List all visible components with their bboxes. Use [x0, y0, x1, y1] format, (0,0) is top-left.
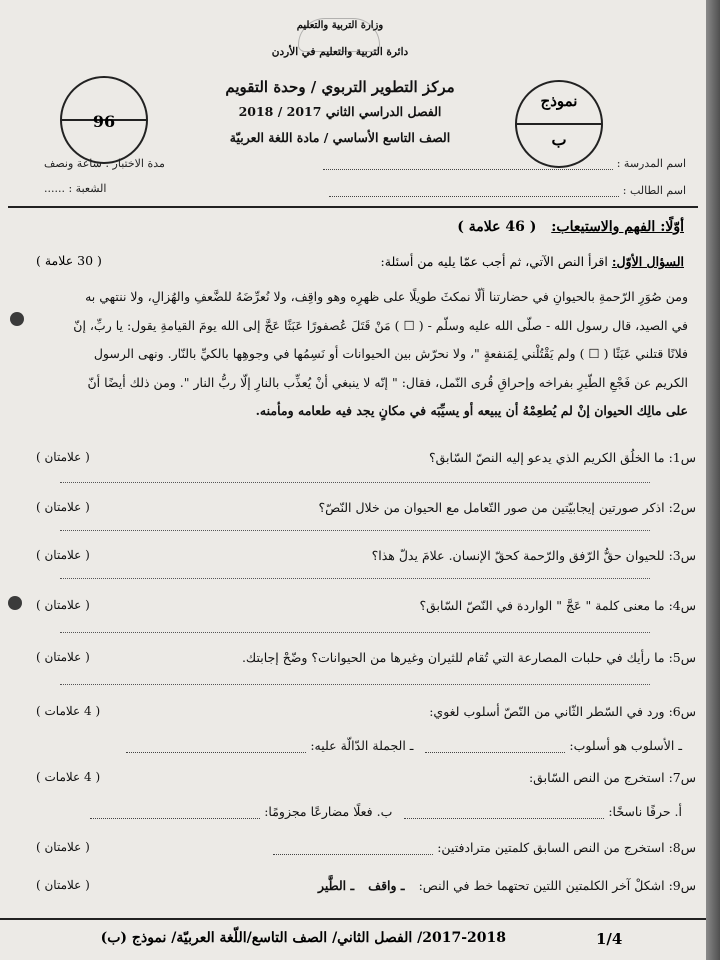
passage-line: الكريم عن فَجْعِ الطّيرِ بفراخه وإحراقِ قُرى النّمل، فقال: " إنّه لا ينبغي أنْ يُعذِّب بالنارِ إلّا ربُّ النار ". ومن ذلك أيضًا أنّ — [87, 374, 688, 390]
question-9 — [16, 878, 696, 893]
q-marks: ( علامتان ) — [36, 548, 90, 562]
question1-title: السؤال الأوّل: — [611, 254, 684, 269]
q-marks: ( علامتان ) — [36, 878, 90, 892]
q6-style-label: ـ الأسلوب هو أسلوب: — [569, 738, 682, 753]
score-circle — [60, 76, 148, 164]
q7-b-line[interactable] — [90, 818, 260, 819]
question-4 — [16, 598, 696, 613]
reading-passage — [8, 283, 688, 426]
answer-line[interactable] — [60, 578, 650, 579]
section-title: أوّلًا: الفهم والاستيعاب: — [551, 219, 684, 235]
q-text: استخرج من النص السابق كلمتين مترادفتين: — [437, 840, 665, 855]
q-marks: ( علامتان ) — [36, 500, 90, 514]
student-label: اسم الطالب : — [622, 184, 686, 197]
question-5 — [16, 650, 696, 665]
q-number: س9: — [668, 878, 696, 893]
q7-a-line[interactable] — [404, 818, 604, 819]
q-marks: ( علامتان ) — [36, 650, 90, 664]
question-2 — [16, 500, 696, 515]
q-text: ورد في السّطر الثّاني من النّصّ أسلوب لغوي: — [429, 704, 665, 719]
q-text: ما الخلُق الكريم الذي يدعو إليه النصّ السّابق؟ — [428, 450, 665, 465]
q-marks: ( علامتان ) — [36, 598, 90, 612]
question-3 — [16, 548, 696, 563]
question1-instruction: اقرأ النص الآتي، ثم أجب عمّا يليه من أسئلة: — [380, 254, 608, 269]
score-value: 96 — [92, 112, 116, 131]
answer-line[interactable] — [60, 632, 650, 633]
q-text: ما رأيك في حلبات المصارعة التي تُقام للثيران وغيرها من الحيوانات؟ وضّحْ إجابتك. — [241, 650, 665, 665]
question-8 — [16, 840, 696, 855]
q6-sentence-label: ـ الجملة الدّالّة عليه: — [310, 738, 414, 753]
passage-line: ومن صُوَرِ الرّحمةِ بالحيوانِ في حضارتنا ألّا نمكثَ طويلًا على ظهرِه وهو واقِف، ولا نُعرِّضَهُ للضَّعفِ والهُزالِ، ولا ننتهي به — [85, 289, 688, 304]
q-marks: ( 4 علامات ) — [36, 704, 101, 718]
q-number: س6: — [668, 704, 696, 719]
q-number: س5: — [668, 650, 696, 665]
question-6 — [16, 704, 696, 719]
question-1 — [16, 450, 696, 465]
passage-line: فلانًا قتلني عَبَثًا ( ☐ ) ولم يَقْتُلْني لِمَنفعةٍ "، ولا نحرّش بين الحيوانات أو نَسِمُها في وجوهِها بالكيِّ بالنّار. ونهى الرسول — [93, 346, 688, 361]
school-name-field[interactable] — [323, 157, 686, 170]
section-field[interactable]: الشعبة : ...... — [44, 182, 107, 195]
q-number: س3: — [668, 548, 696, 563]
answer-line[interactable] — [60, 684, 650, 685]
grade-subject: الصف التاسع الأساسي / مادة اللغة العربيّة — [229, 130, 451, 145]
q-number: س2: — [668, 500, 696, 515]
passage-line: على مالِك الحيوان إنْ لم يُطعِمْهُ أن يبيعه أو يسيِّبَه في مكانٍ يجد فيه طعامه ومأمنه. — [255, 403, 688, 418]
school-label: اسم المدرسة : — [616, 157, 686, 170]
semester: الفصل الدراسي الثاني 2017 / 2018 — [238, 104, 442, 119]
q8-line[interactable] — [273, 854, 433, 855]
q9-word-2: ـ الطَّير — [317, 878, 355, 893]
q7-b-label: ب. فعلًا مضارعًا مجزومًا: — [264, 804, 393, 819]
question-6-parts — [16, 738, 696, 753]
center-title: مركز التطوير التربوي / وحدة التقويم — [225, 78, 455, 96]
q-text: استخرج من النص السّابق: — [528, 770, 665, 785]
q-marks: ( علامتان ) — [36, 840, 90, 854]
question1-heading — [381, 254, 684, 269]
passage-line: في الصيد، قال رسول الله - صلّى الله عليه وسلّم - ( ☐ ) مَنْ قَتَلَ عُصفورًا عَبَثًا عَجَّ إلى الله يومَ القيامةِ يقول: يا ربِّ، إنّ — [73, 317, 688, 333]
footer-title: 2017-2018/ الفصل الثاني/ الصف التاسع/اللّغة العربيّة/ نموذج (ب) — [100, 930, 506, 946]
model-label: نموذج — [540, 92, 578, 110]
q-number: س8: — [668, 840, 696, 855]
q-number: س4: — [668, 598, 696, 613]
question1-marks: ( 30 علامة ) — [36, 253, 102, 268]
question-7 — [16, 770, 696, 785]
q7-a-label: أ. حرفًا ناسخًا: — [608, 804, 682, 819]
answer-line[interactable] — [60, 482, 650, 483]
q-marks: ( 4 علامات ) — [36, 770, 101, 784]
model-circle — [515, 80, 603, 168]
q9-word-1: ـ واقف — [368, 878, 405, 893]
q-number: س1: — [668, 450, 696, 465]
page-number: 1/4 — [596, 930, 623, 948]
punch-hole — [10, 312, 24, 326]
photo-edge — [706, 0, 720, 960]
department: دائرة التربية والتعليم في الأردن — [271, 46, 409, 58]
student-name-line[interactable] — [329, 196, 619, 197]
page-footer — [0, 918, 706, 960]
section-marks: ( 46 علامة ) — [457, 219, 537, 235]
q-text: اشكلْ آخر الكلمتين اللتين تحتهما خط في النص: — [418, 878, 665, 893]
model-letter: ب — [551, 130, 567, 149]
q-number: س7: — [668, 770, 696, 785]
emblem-text: وزارة التربية والتعليم — [296, 20, 384, 31]
section-heading — [457, 219, 684, 235]
q-text: ما معنى كلمة " عَجَّ " الواردة في النّصّ السّابق؟ — [419, 598, 665, 613]
q6-style-line[interactable] — [425, 752, 565, 753]
header-divider — [8, 206, 698, 208]
duration: مدة الاختبار : ساعة ونصف — [44, 157, 165, 170]
student-name-field[interactable] — [329, 184, 686, 197]
q-text: اذكر صورتين إيجابيّتين من صور التّعامل مع الحيوان من خلال النّصّ؟ — [318, 500, 665, 515]
answer-line[interactable] — [60, 530, 650, 531]
q6-sentence-line[interactable] — [126, 752, 306, 753]
question-7-parts — [16, 804, 696, 819]
school-name-line[interactable] — [323, 169, 613, 170]
q-text: للحيوان حقُّ الرّفق والرّحمة كحقّ الإنسان. علامَ يدلّ هذا؟ — [371, 548, 665, 563]
q-marks: ( علامتان ) — [36, 450, 90, 464]
